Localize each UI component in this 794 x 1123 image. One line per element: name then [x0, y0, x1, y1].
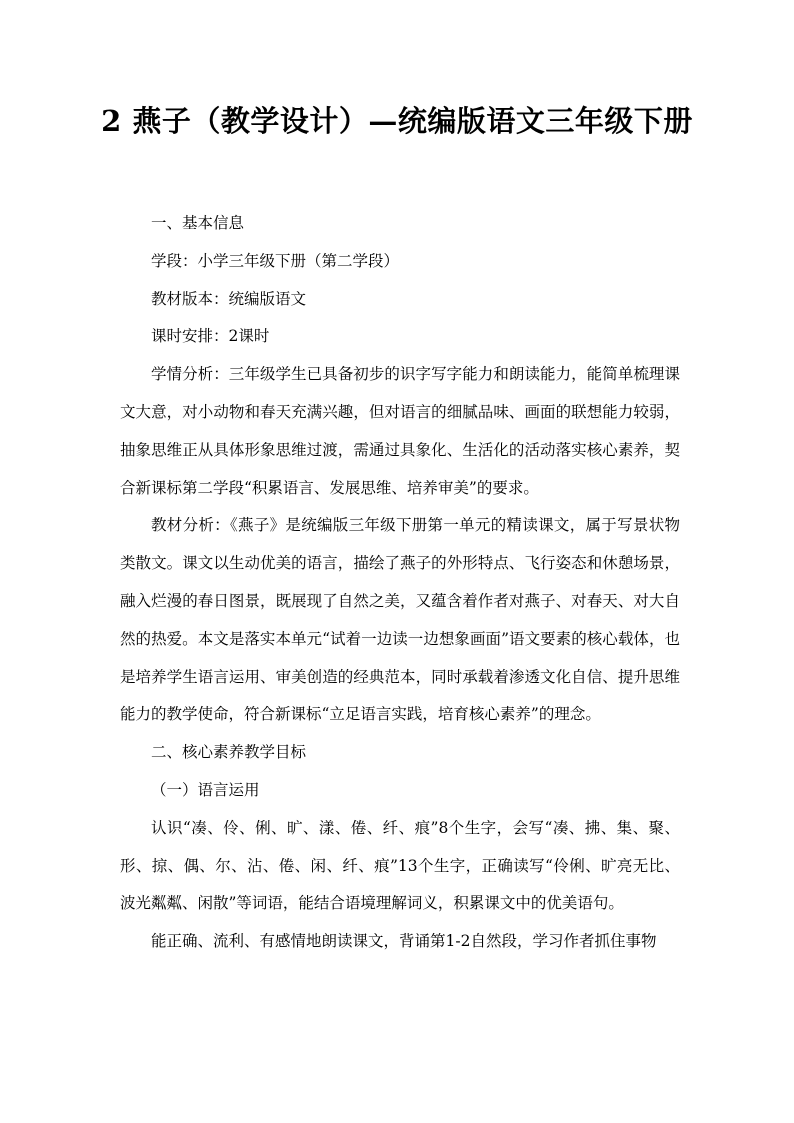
document-body	[120, 205, 680, 961]
paragraph-textbook-analysis: 教材分析：《燕子》是统编版三年级下册第一单元的精读课文，属于写景状物类散文。课文以生动优美的语言，描绘了燕子的外形特点、飞行姿态和休憩场景，融入烂漫的春日图景，既展现了自然之美，又蕴含着作者对燕子、对春天、对大自然的热爱。本文是落实本单元“试着一边读一边想象画面”语文要素的核心载体，也是培养学生语言运用、审美创造的经典范本，同时承载着渗透文化自信、提升思维能力的教学使命，符合新课标“立足语言实践，培育核心素养”的理念。	[120, 516, 680, 724]
info-stage: 学段：小学三年级下册（第二学段）	[151, 251, 400, 270]
paragraph-characters: 认识“凑、伶、俐、旷、漾、倦、纤、痕”8个生字，会写“凑、拂、集、聚、形、掠、偶、尔、沾、倦、闲、纤、痕”13个生字，正确读写“伶俐、旷亮无比、波光粼粼、闲散”等词语，能结合语境理解词义，积累课文中的优美语句。	[120, 818, 680, 913]
paragraph-reading: 能正确、流利、有感情地朗读课文，背诵第1-2自然段，学习作者抓住事物	[151, 932, 657, 951]
info-textbook-edition: 教材版本：统编版语文	[151, 289, 307, 308]
paragraph-learner-analysis: 学情分析：三年级学生已具备初步的识字写字能力和朗读能力，能简单梳理课文大意，对小动物和春天充满兴趣，但对语言的细腻品味、画面的联想能力较弱，抽象思维正从具体形象思维过渡，需通过具象化、生活化的活动落实核心素养，契合新课标第二学段“积累语言、发展思维、培养审美”的要求。	[120, 365, 680, 497]
info-lesson-schedule: 课时安排：2课时	[151, 327, 270, 346]
section-heading-basic-info: 一、基本信息	[151, 214, 245, 232]
document-title: 2 燕子（教学设计）—统编版语文三年级下册	[101, 104, 693, 138]
subsection-heading-language: （一）语言运用	[151, 780, 260, 799]
section-heading-objectives: 二、核心素养教学目标	[151, 743, 307, 762]
